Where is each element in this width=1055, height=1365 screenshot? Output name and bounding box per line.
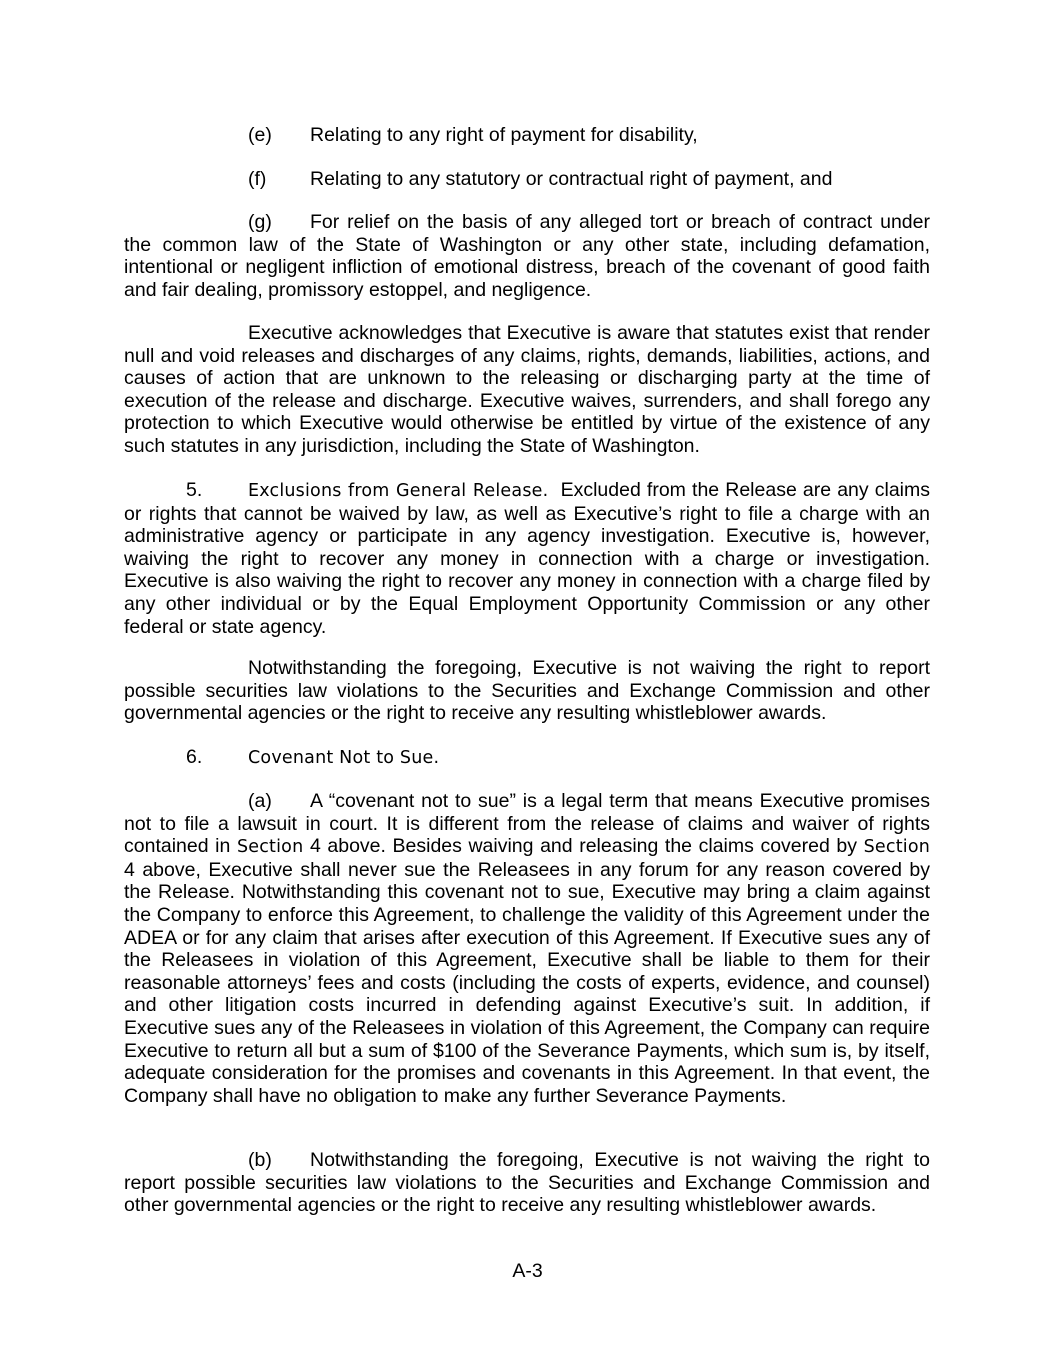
section-6b xyxy=(124,1149,930,1217)
section-6b-number: (b) xyxy=(248,1149,272,1171)
notwithstanding-text: Notwithstanding the foregoing, Executive is not waiving the right to report possible securities law violations to the Securities and Exchange Commission and other governmental agencies or the right to receive any resulting whistleblower awards. xyxy=(124,657,930,725)
section-6a-text-2: 4 above. Besides waiving and releasing the claims covered by xyxy=(309,835,858,858)
section-5-number: 5. xyxy=(186,479,203,501)
acknowledgement-text: Executive acknowledges that Executive is aware that statutes exist that render null and void releases and discharges of any claims, rights, demands, liabilities, actions, and causes of action that are unknown to the releasing or discharging party at the time of execution of the release and discharge. Executive waives, surrenders, and shall forego any protection to which Executive would otherwise be entitled by virtue of the existence of any such statutes in any jurisdiction, including the State of Washington. xyxy=(124,322,930,457)
section-5 xyxy=(124,479,930,638)
item-f-number: (f) xyxy=(248,168,267,190)
section-6a-text-3: 4 above, Executive shall never sue the Releasees in any forum for any reason covered by the Release. Notwithstanding this covenant not to sue, Executive may bring a claim against the Company to enforce this Agreement, to challenge the validity of this Agreement under the ADEA or for any claim that arises after execution of this Agreement. If Executive sues any of the Releasees in violation of this Agreement, Executive shall be liable to them for their reasonable attorneys’ fees and costs (including the costs of experts, evidence, and counsel) and other litigation costs incurred in defending against Executive’s suit. In addition, if Executive sues any of the Releasees in violation of this Agreement, the Company can require Executive to return all but a sum of $100 of the Severance Payments, which sum is, by itself, adequate consideration for the promises and covenants in this Agreement. In that event, the Company shall have no obligation to make any further Severance Payments. xyxy=(124,858,930,1107)
section-6a-number: (a) xyxy=(248,790,272,812)
item-g-text: For relief on the basis of any alleged tort or breach of contract under the common law of the State of Washington or any other state, including defamation, intentional or negligent infliction of emotional distress, breach of the covenant of good faith and fair dealing, promissory estoppel, and negligence. xyxy=(124,211,930,301)
section-6-heading: Covenant Not to Sue. xyxy=(248,748,440,768)
section-6a-text-1: A “covenant not to sue” is a legal term that means Executive promises not to file a lawsuit in court. It is different from the release of claims and waiver of rights contained in xyxy=(124,790,930,858)
item-g xyxy=(124,211,930,301)
item-f-text: Relating to any statutory or contractual right of payment, and xyxy=(310,168,833,190)
section-6b-text: Notwithstanding the foregoing, Executive is not waiving the right to report possible securities law violations to the Securities and Exchange Commission and other governmental agencies or the right to receive any resulting whistleblower awards. xyxy=(124,1149,930,1217)
section-6a xyxy=(124,790,930,1107)
section-6 xyxy=(124,746,930,770)
section-5-text: Excluded from the Release are any claims or rights that cannot be waived by law, as well as Executive’s right to file a charge with an administrative agency or participate in any agency investigation. Executive is, however, waiving the right to recover any money in connection with a charge or investigation. Executive is also waiving the right to recover any money in connection with a charge filed by any other individual or by the Equal Employment Opportunity Commission or any other federal or state agency. xyxy=(124,479,930,638)
section-6-number: 6. xyxy=(186,746,203,768)
acknowledgement-paragraph xyxy=(124,322,930,458)
notwithstanding-paragraph xyxy=(124,657,930,725)
item-e-number: (e) xyxy=(248,124,272,146)
section-reference-1: Section xyxy=(236,837,304,858)
item-g-number: (g) xyxy=(248,211,272,233)
item-f xyxy=(124,168,930,191)
section-5-heading: Exclusions from General Release. xyxy=(248,481,549,501)
section-reference-2: Section xyxy=(863,837,931,858)
item-e xyxy=(124,124,930,147)
item-e-text: Relating to any right of payment for disability, xyxy=(310,124,698,146)
page-number: A-3 xyxy=(512,1260,543,1282)
